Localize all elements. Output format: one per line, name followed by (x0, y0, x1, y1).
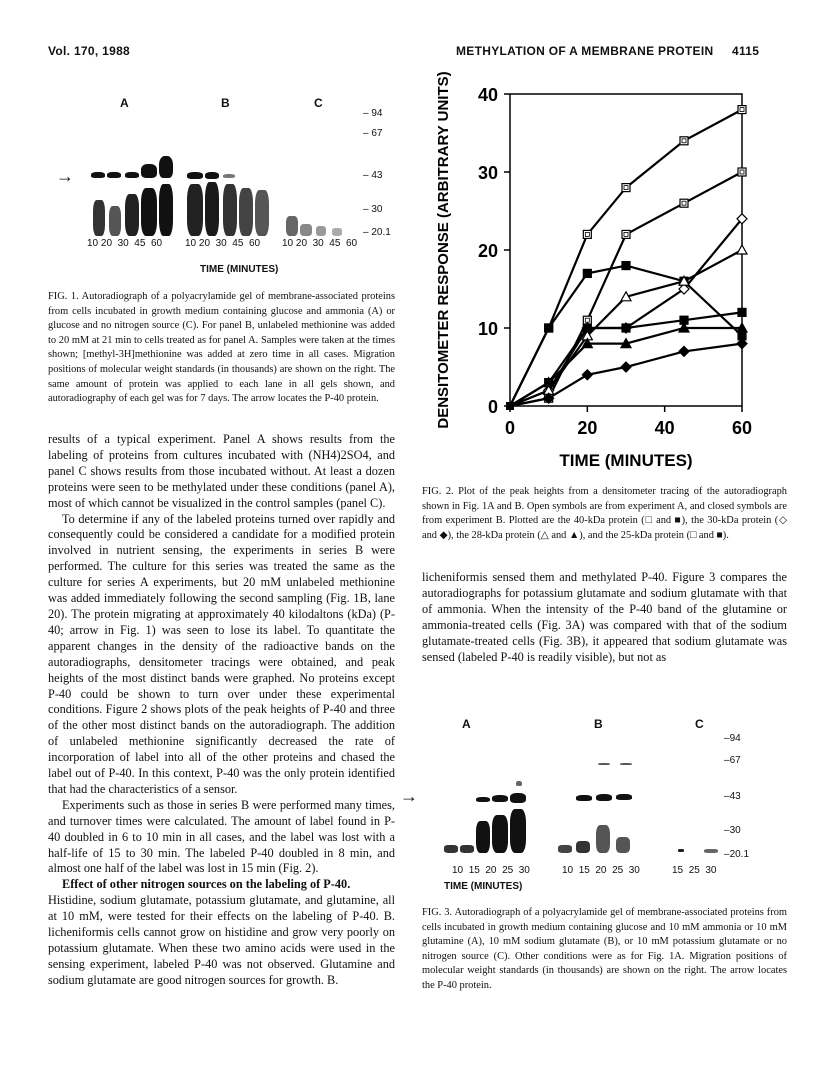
fig2-caption: FIG. 2. Plot of the peak heights from a densitometer tracing of the autoradiograph shown in Fig. 1A and B. Open symbols are from experiment A, and closed symbols are from experiment B. Plotted are the 40-kDa protein (□ and ■), the 30-kDa protein (◇ and ◆), the 28-kDa protein (△ and ▲), and the 25-kDa protein (□ and ■). (422, 486, 787, 541)
data-point-square (583, 230, 591, 238)
fig1-mw-94: – 94 (363, 108, 383, 119)
fig3-gel-c (664, 745, 724, 857)
data-point-square (738, 168, 746, 176)
fig1-lane-labels: 10 20 30 45 60 (87, 238, 163, 249)
fig3-gel-b (550, 745, 646, 857)
fig1-mw-30: – 30 (363, 204, 383, 215)
fig1-caption: FIG. 1. Autoradiograph of a polyacrylamide gel of membrane-associated proteins from cells incubated in growth medium containing glucose and ammonia (A) or glucose and no nitrogen source (C). For panel B, unlabeled methionine was added to 20 mM at 21 min to cells treated as for panel A. Samples were taken at the times shown; [methyl-3H]methionine was added at zero time in all cases. Migration positions of molecular weight standards (in thousands) are shown on the right. The same amount of protein was applied to each lane in all gels shown, and autoradiography of each gel was for 7 days. The arrow locates the P-40 protein. (48, 291, 395, 405)
data-point-square (622, 230, 630, 238)
fig3-time-label: TIME (MINUTES) (444, 881, 523, 892)
y-tick-label: 10 (477, 319, 498, 339)
page-number: 4115 (732, 44, 760, 58)
data-point-square (583, 324, 591, 332)
left-column-text (48, 432, 395, 989)
series-line (510, 219, 742, 406)
fig3-lane-labels-b: 10 15 20 25 30 (562, 865, 640, 876)
fig3-caption: FIG. 3. Autoradiograph of a polyacrylamide gel of membrane-associated proteins from cells incubated in growth medium containing glucose and 10 mM ammonia or 10 mM glutamine (A), 10 mM sodium glutamate (B), or 10 mM potassium glutamate or no nitrogen source (C). Other conditions were as for Fig. 1A. Migration positions of molecular weight standards (in thousands) are shown on the right. The arrow locates the P-40 protein. (422, 907, 787, 991)
fig1-p40-arrow: → (56, 166, 74, 186)
fig3-panel-b-label: B (594, 717, 603, 731)
plot-frame (510, 94, 742, 406)
data-point-square (738, 308, 746, 316)
fig3-mw-94: –94 (724, 733, 741, 744)
data-point-square (583, 269, 591, 277)
fig3-mw-30: –30 (724, 825, 741, 836)
left-paragraph-4: Histidine, sodium glutamate, potassium glutamate, and glutamine, all at 10 mM, were tested for their effects on the labeling of P-40. B. licheniformis cells cannot grow on histidine and grow very poorly on potassium glutamate. When these two amino acids were used in the sensing experiment, labeled P-40 was not observed. Glutamine and sodium glutamate are good nitrogen sources for growth. B. (48, 893, 395, 987)
x-tick-label: 0 (504, 418, 516, 438)
data-point-diamond (621, 362, 631, 372)
fig1-mw-20: – 20.1 (363, 227, 391, 238)
running-head-title: METHYLATION OF A MEMBRANE PROTEIN (456, 44, 714, 58)
data-point-square (680, 199, 688, 207)
data-point-square (545, 324, 553, 332)
right-paragraph-1: licheniformis sensed them and methylated P-40. Figure 3 compares the autoradiographs for potassium glutamate and sodium glutamate with that of ammonia. When the intensity of the P-40 band of the glutamine or ammonia-treated cells (Fig. 3A) was compared with that of the sodium glutamate-treated cells (Fig. 3B), it appeared that sodium glutamate was sensed (labeled P-40 is readily visible), but not as (422, 570, 787, 664)
x-tick-label: 20 (577, 418, 598, 438)
figure-3 (400, 715, 782, 915)
origin-point (506, 402, 514, 410)
x-tick-label: 40 (654, 418, 675, 438)
data-point-square (738, 106, 746, 114)
fig3-mw-20: –20.1 (724, 849, 750, 860)
left-paragraph-3: Experiments such as those in series B were performed many times, and turnover times were calculated. The amount of label found in P-40 doubled in 6 to 10 min in all cases, and the label was lost with a half-life of 15 to 30 min. The labeled P-40 doubled in 8 min, and almost one half of the label was lost in 15 min (Fig. 2). (48, 797, 395, 876)
data-point-square (622, 184, 630, 192)
y-tick-label: 30 (477, 163, 498, 183)
left-paragraph-2: To determine if any of the labeled proteins turned over rapidly and consequently could be considered a candidate for a modified protein involved in nutrient sensing, the experiments in series B were performed. The culture for this series was treated the same as the culture for series A experiments, but 20 mM unlabeled methionine was added immediately following the second sampling (Fig. 1B, lane 20). The protein migrating at approximately 40 kilodaltons (kDa) (P-40; arrow in Fig. 1) was seen to lose its label. To quantitate the apparent changes in the density of the radioactive bands on the autoradiographs, densitometer tracings were obtained, and peak heights of the most distinct bands were graphed. No proteins except P-40 could be shown to turn over under these experimental conditions. Figure 2 shows plots of the peak heights of P-40 and three of the other most distinct bands on the autoradiograph. The addition of unlabeled methionine significantly decreased the rate of incorporation of label into all of the other proteins and chased the label out of P-40. In this context, P-40 was the only protein identified that had the characteristics of a sensor. (48, 511, 395, 796)
fig1-panel-a-label: A (120, 96, 129, 110)
fig3-panel-a-label: A (462, 717, 471, 731)
fig1-panel-c-label: C (314, 96, 323, 110)
fig3-mw-43: –43 (724, 791, 741, 802)
fig1-mw-43: – 43 (363, 170, 383, 181)
data-point-square (680, 137, 688, 145)
fig3-gel-a (440, 745, 540, 857)
fig1-gel-b (183, 128, 273, 238)
y-tick-label: 0 (487, 397, 498, 417)
y-tick-label: 40 (477, 85, 498, 105)
data-point-triangle (737, 245, 747, 254)
fig1-gel-c (282, 128, 360, 238)
fig3-mw-67: –67 (724, 755, 741, 766)
fig1-mw-67: – 67 (363, 128, 383, 139)
data-point-square (622, 324, 630, 332)
data-point-diamond (679, 346, 689, 356)
fig3-p40-arrow: → (400, 786, 418, 806)
x-axis-label: TIME (MINUTES) (559, 451, 693, 470)
fig3-lane-labels-a: 10 15 20 25 30 (452, 865, 530, 876)
fig2-chart (418, 70, 788, 480)
fig1-lane-labels-c: 10 20 30 45 60 (282, 238, 358, 249)
section-heading: Effect of other nitrogen sources on the labeling of P-40. (62, 877, 351, 892)
y-tick-label: 20 (477, 241, 498, 261)
fig1-gel-a (85, 128, 175, 238)
left-paragraph-1: results of a typical experiment. Panel A shows results from the labeling of proteins from cultures incubated with (NH4)2SO4, and panel C shows results from those incubated without. At least a dozen proteins were seen to be methylated under these conditions (panel A), most of which cannot be visualized in the control samples (panel C). (48, 432, 395, 510)
data-point-diamond (582, 370, 592, 380)
fig3-lane-labels-c: 15 25 30 (672, 865, 717, 876)
right-column-text (422, 570, 787, 665)
fig1-lane-labels-b: 10 20 30 45 60 (185, 238, 261, 249)
fig1-time-label: TIME (MINUTES) (200, 264, 279, 275)
fig1-panel-b-label: B (221, 96, 230, 110)
x-tick-label: 60 (731, 418, 753, 438)
data-point-square (622, 262, 630, 270)
fig3-panel-c-label: C (695, 717, 704, 731)
running-head-volume: Vol. 170, 1988 (48, 44, 131, 58)
y-axis-label: DENSITOMETER RESPONSE (ARBITRARY UNITS) (435, 71, 452, 429)
figure-1 (56, 88, 400, 288)
